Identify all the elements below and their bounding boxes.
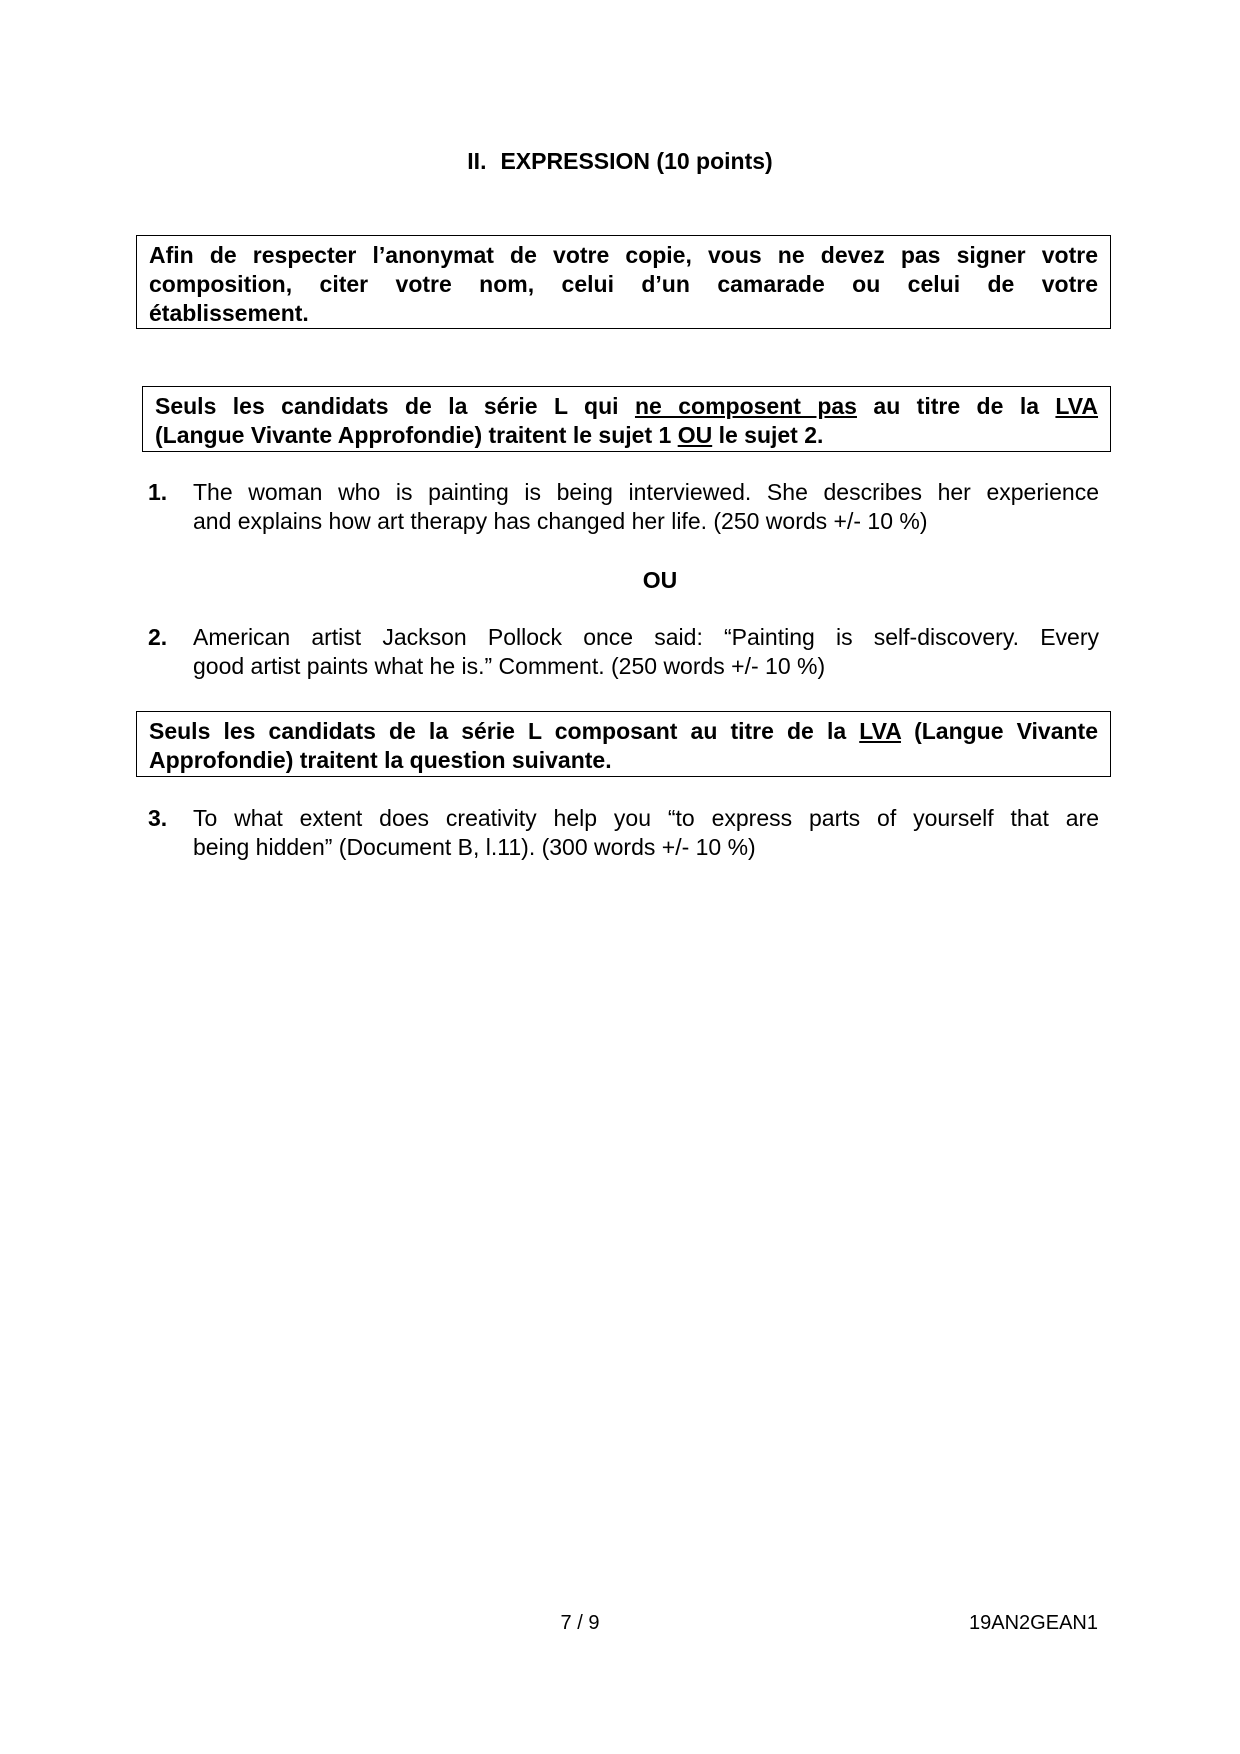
non-lva-instructions-line-2 bbox=[155, 421, 1098, 450]
section-heading bbox=[0, 148, 1240, 175]
anonymity-notice-line-3: établissement. bbox=[149, 300, 309, 326]
anonymity-notice-line-1: Afin de respecter l’anonymat de votre copie, vous ne devez pas signer votre bbox=[149, 242, 1098, 268]
lva-instructions-line-2: Approfondie) traitent la question suivante. bbox=[149, 747, 612, 773]
non-lva-underlined-not-composing: ne composent pas bbox=[634, 393, 857, 419]
question-1-number: 1. bbox=[148, 479, 168, 505]
non-lva-text-3: (Langue Vivante Approfondie) traitent le sujet 1 bbox=[155, 422, 678, 448]
question-1-line-2: and explains how art therapy has changed her life. (250 words +/- 10 %) bbox=[193, 508, 928, 534]
non-lva-underlined-or: OU bbox=[677, 422, 713, 448]
question-1 bbox=[148, 478, 1099, 536]
question-2 bbox=[148, 623, 1099, 681]
question-2-text bbox=[193, 623, 1099, 681]
non-lva-text-2: au titre de la bbox=[856, 393, 1056, 419]
question-2-line-2: good artist paints what he is.” Comment. (250 words +/- 10 %) bbox=[193, 653, 826, 679]
lva-instructions-line-1 bbox=[149, 717, 1098, 746]
question-2-number: 2. bbox=[148, 624, 168, 650]
page-number: 7 / 9 bbox=[560, 1612, 600, 1634]
question-1-text bbox=[193, 478, 1099, 536]
non-lva-text-1: Seuls les candidats de la série L qui bbox=[155, 393, 635, 419]
or-separator: OU bbox=[642, 567, 678, 593]
question-1-line-1: The woman who is painting is being interviewed. She describes her experience bbox=[193, 479, 1099, 505]
question-2-line-1: American artist Jackson Pollock once said: “Painting is self-discovery. Every bbox=[193, 624, 1099, 650]
anonymity-notice-box bbox=[136, 235, 1111, 329]
non-lva-instructions-line-1 bbox=[155, 392, 1098, 421]
question-3-line-2: being hidden” (Document B, l.11). (300 words +/- 10 %) bbox=[193, 834, 756, 860]
non-lva-underlined-lva: LVA bbox=[1055, 393, 1099, 419]
lva-text-2: (Langue Vivante bbox=[900, 718, 1098, 744]
lva-underlined-lva: LVA bbox=[859, 718, 901, 744]
question-3-line-1: To what extent does creativity help you “to express parts of yourself that are bbox=[193, 805, 1099, 831]
lva-text-1: Seuls les candidats de la série L composant au titre de la bbox=[149, 718, 860, 744]
section-number: II. bbox=[467, 148, 487, 174]
question-3-number: 3. bbox=[148, 805, 168, 831]
section-title: EXPRESSION (10 points) bbox=[500, 148, 773, 174]
anonymity-notice-line-2: composition, citer votre nom, celui d’un camarade ou celui de votre bbox=[149, 271, 1098, 297]
non-lva-text-4: le sujet 2. bbox=[712, 422, 824, 448]
lva-instructions-box bbox=[136, 711, 1111, 777]
exam-code: 19AN2GEAN1 bbox=[969, 1612, 1098, 1634]
question-3 bbox=[148, 804, 1099, 862]
non-lva-instructions-box bbox=[142, 386, 1111, 452]
question-3-text bbox=[193, 804, 1099, 862]
